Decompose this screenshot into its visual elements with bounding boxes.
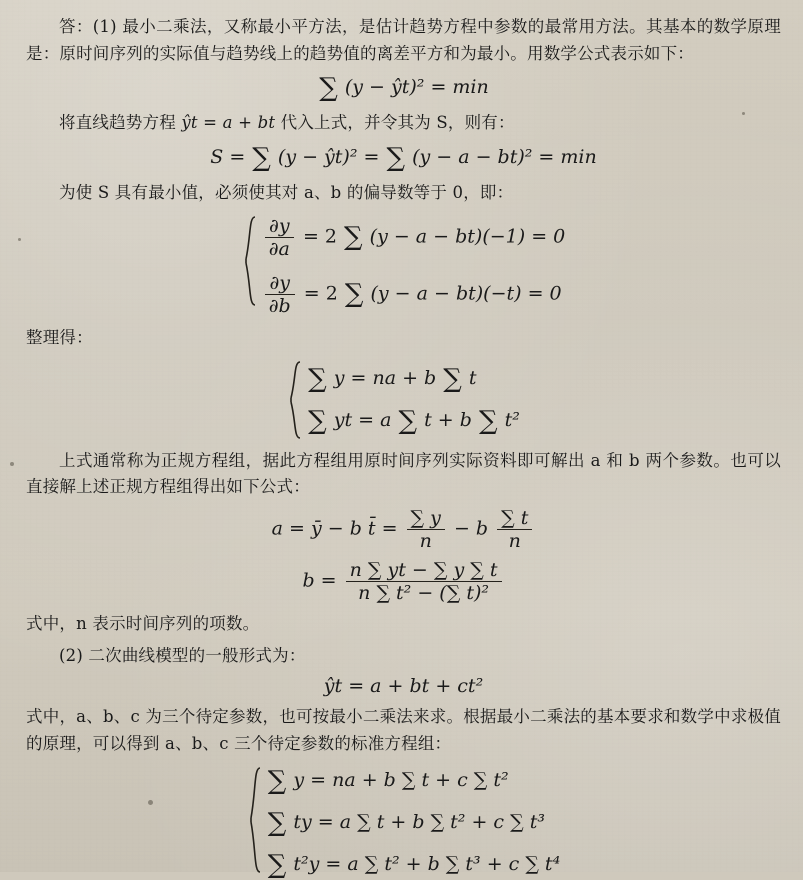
summation-symbol: ∑ [308, 405, 327, 436]
fraction-partial-a [265, 215, 294, 260]
text-before-inline-eq: 将直线趋势方程 [59, 113, 176, 133]
equation-solve-a [26, 507, 781, 552]
paragraph-partial-derivatives: 为使 S 具有最小值，必须使其对 a、b 的偏导数等于 0，即： [59, 183, 514, 203]
equation-quadratic-body: ŷt = a + bt + ct² [323, 675, 484, 698]
equation-normal-1-a: y = na + b [333, 366, 437, 389]
equation-S-term1: (y − ŷt)² = [277, 146, 380, 169]
paragraph-rearranged: 整理得： [26, 327, 93, 347]
fraction-partial-b [265, 272, 295, 317]
equation-normal-2-b: t + b [424, 408, 472, 431]
equation-solve-a-lhs: a = ȳ − b t̄ = [271, 517, 398, 540]
fraction-sum-y-over-n [407, 507, 445, 552]
summation-symbol: ∑ [398, 405, 418, 436]
fraction-numerator: ∂y [269, 271, 291, 294]
fraction-denominator: n [497, 529, 532, 552]
equation-partial-b [262, 272, 566, 317]
equation-body: (y − ŷt)² = min [344, 76, 489, 99]
fraction-sum-t-over-n [497, 507, 532, 552]
equation-normal-2-a: yt = a [333, 408, 392, 431]
equation-quad-normal-2 [267, 808, 560, 838]
summation-symbol: ∑ [386, 143, 406, 174]
equation-solve-a-mid: − b [453, 517, 489, 540]
equation-quad-normal-1 [267, 766, 560, 796]
summation-symbol: ∑ [443, 363, 462, 394]
fraction-b-formula [346, 559, 502, 604]
summation-symbol: ∑ [344, 279, 364, 310]
inline-equation-trend: ŷt = a + bt [181, 113, 276, 133]
equation-sum-squares [26, 73, 781, 103]
summation-symbol: ∑ [478, 405, 498, 436]
summation-symbol: ∑ [308, 363, 327, 394]
equation-group-quadratic-normal [26, 766, 781, 880]
equation-solve-b-lhs: b = [302, 569, 337, 592]
summation-symbol: ∑ [267, 765, 287, 796]
equation-normal-2 [307, 406, 520, 436]
paragraph-substitute-trend [26, 110, 781, 137]
text-after-inline-eq: 代入上式，并令其为 S，则有： [280, 113, 515, 133]
summation-symbol: ∑ [319, 73, 338, 104]
fraction-numerator: ∑ t [501, 507, 529, 530]
equation-quad-normal-1-body: y = na + b ∑ t + c ∑ t² [293, 768, 509, 791]
left-brace-icon [247, 766, 263, 880]
paper-speck [10, 462, 14, 466]
equation-S-definition [26, 143, 781, 173]
summation-symbol: ∑ [267, 807, 287, 838]
paragraph-normal-equation-note: 上式通常称为正规方程组，据此方程组用原时间序列实际资料即可解出 a 和 b 两个参数。也可以直接解上述正规方程组得出如下公式： [26, 450, 781, 497]
equation-normal-2-c: t² [504, 408, 520, 431]
equation-partial-a-rest: = 2 [302, 225, 337, 248]
equation-S-lhs: S = [210, 146, 246, 169]
equation-normal-1 [307, 364, 520, 394]
equation-partial-b-tail: (y − a − bt)(−t) = 0 [370, 282, 562, 305]
summation-symbol: ∑ [267, 849, 287, 880]
paragraph-n-definition: 式中，n 表示时间序列的项数。 [26, 614, 260, 634]
summation-symbol: ∑ [252, 143, 271, 174]
fraction-denominator: n [407, 529, 445, 552]
fraction-denominator: ∂b [265, 294, 295, 317]
equation-quad-normal-3 [267, 850, 560, 880]
left-brace-icon [287, 360, 303, 440]
equation-solve-b [26, 559, 781, 604]
equation-quad-normal-2-body: ty = a ∑ t + b ∑ t² + c ∑ t³ [293, 810, 545, 833]
equation-normal-1-b: t [468, 366, 477, 389]
equation-S-term2: (y − a − bt)² = min [412, 146, 597, 169]
equation-group-partials [26, 215, 781, 317]
equation-group-normal-equations [26, 360, 781, 440]
equation-quadratic-model [26, 675, 781, 697]
paragraph-quadratic-params: 式中，a、b、c 为三个待定参数，也可按最小二乘法来求。根据最小二乘法的基本要求和数学中求极值的原理，可以得到 a、b、c 三个待定参数的标准方程组： [26, 707, 781, 754]
fraction-denominator: ∂a [265, 237, 294, 260]
fraction-numerator: ∑ y [410, 507, 441, 530]
left-brace-icon [242, 215, 258, 317]
fraction-numerator: n ∑ yt − ∑ y ∑ t [349, 559, 498, 582]
equation-partial-a [262, 215, 566, 260]
equation-partial-a-tail: (y − a − bt)(−1) = 0 [369, 225, 566, 248]
summation-symbol: ∑ [344, 222, 363, 253]
paper-speck [18, 238, 21, 241]
paragraph-quadratic-intro: (2) 二次曲线模型的一般形式为： [59, 645, 306, 665]
fraction-denominator: n ∑ t² − (∑ t)² [346, 581, 502, 604]
equation-quad-normal-3-body: t²y = a ∑ t² + b ∑ t³ + c ∑ t⁴ [293, 852, 561, 875]
fraction-numerator: ∂y [269, 214, 290, 237]
equation-partial-b-rest: = 2 [303, 282, 338, 305]
paragraph-answer-1: 答：(1) 最小二乘法，又称最小平方法，是估计趋势方程中参数的最常用方法。其基本的数学原理是：原时间序列的实际值与趋势线上的趋势值的离差平方和为最小。用数学公式表示如下： [26, 17, 781, 63]
